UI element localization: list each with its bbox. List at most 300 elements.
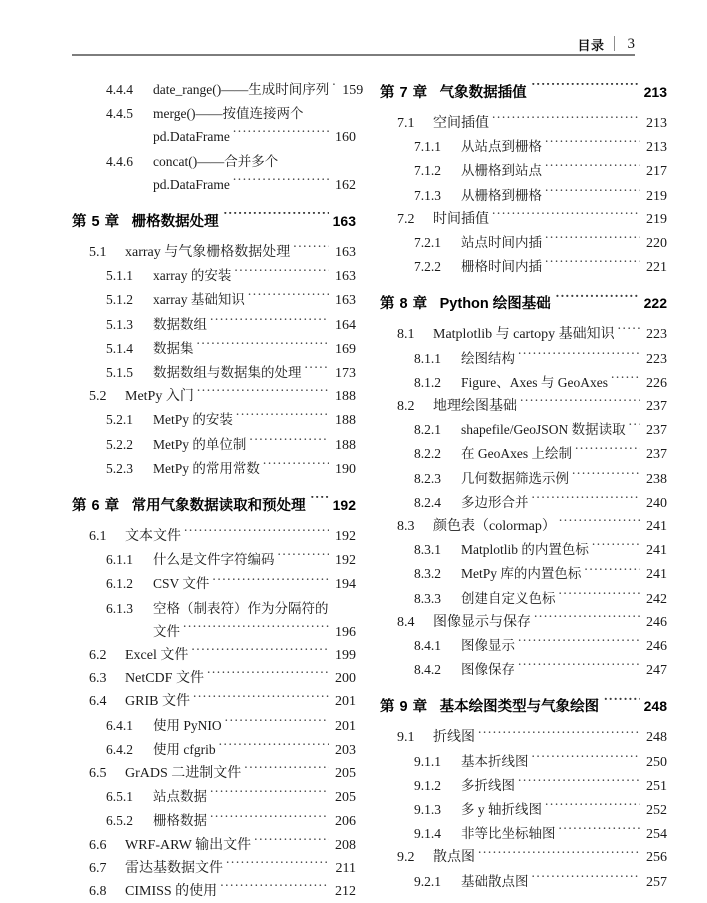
toc-entry-page-number: 212 bbox=[335, 884, 356, 900]
toc-section-entry[interactable] bbox=[380, 135, 667, 159]
toc-section-entry[interactable] bbox=[72, 597, 356, 620]
toc-section-entry[interactable] bbox=[72, 457, 356, 481]
toc-section-entry[interactable] bbox=[380, 587, 667, 611]
toc-entry-number: 4.4.5 bbox=[106, 106, 133, 122]
toc-entry-title: 多 y 轴折线图 bbox=[461, 802, 542, 818]
toc-dot-leader bbox=[518, 637, 640, 651]
toc-dot-leader bbox=[492, 209, 640, 223]
toc-dot-leader bbox=[244, 763, 329, 777]
toc-entry-page-number: 203 bbox=[335, 742, 356, 758]
toc-dot-leader bbox=[545, 801, 640, 815]
toc-entry-title: 文本文件 bbox=[125, 529, 181, 545]
toc-entry-number: 8.2.2 bbox=[414, 446, 441, 462]
toc-entry-number: 7.2 bbox=[397, 211, 415, 227]
toc-section-entry[interactable] bbox=[380, 467, 667, 491]
toc-entry-title: date_range()——生成时间序列 bbox=[153, 82, 330, 97]
toc-entry-page-number: 237 bbox=[646, 423, 667, 439]
toc-dot-leader bbox=[311, 496, 329, 511]
toc-entry-title: MetPy 的安装 bbox=[153, 412, 233, 428]
toc-entry-number: 6.3 bbox=[89, 671, 107, 687]
toc-entry-title: MetPy 的常用常数 bbox=[153, 460, 260, 476]
running-header bbox=[72, 28, 635, 58]
toc-entry-number: 4.4.4 bbox=[106, 82, 133, 97]
toc-section-entry[interactable] bbox=[380, 611, 667, 634]
toc-entry-number: 8.4.2 bbox=[414, 662, 441, 678]
toc-entry-number: 4.4.6 bbox=[106, 153, 133, 169]
toc-entry-number: 7.1.2 bbox=[414, 163, 441, 179]
toc-entry-title: xarray 与气象栅格数据处理 bbox=[125, 245, 291, 261]
toc-entry-title: 空格（制表符）作为分隔符的 bbox=[153, 600, 329, 616]
toc-entry-title: MetPy 入门 bbox=[125, 389, 194, 405]
toc-entry-page-number: 213 bbox=[643, 84, 667, 100]
toc-entry-title: Python 绘图基础 bbox=[439, 296, 551, 313]
toc-entry-page-number: 188 bbox=[335, 389, 356, 405]
toc-entry-page-number: 192 bbox=[335, 529, 356, 545]
toc-entry-page-number: 211 bbox=[335, 860, 356, 876]
toc-entry-title: 栅格数据 bbox=[153, 813, 207, 829]
toc-section-entry[interactable] bbox=[72, 620, 356, 644]
toc-entry-number: 7.1.3 bbox=[414, 187, 441, 203]
toc-dot-leader bbox=[219, 740, 329, 754]
toc-entry-page-number: 200 bbox=[335, 671, 356, 687]
toc-entry-number: 9.1.3 bbox=[414, 802, 441, 818]
toc-entry-number: 8.3.1 bbox=[414, 542, 441, 558]
toc-entry-number: 6.1.2 bbox=[106, 576, 133, 592]
toc-entry-number: 6.2 bbox=[89, 648, 107, 664]
toc-entry-page-number: 237 bbox=[646, 399, 667, 415]
toc-entry-page-number: 219 bbox=[646, 211, 667, 227]
toc-dot-leader bbox=[305, 364, 330, 378]
toc-entry-title: 地理绘图基础 bbox=[433, 399, 517, 415]
toc-section-entry[interactable] bbox=[72, 572, 356, 596]
toc-section-entry[interactable] bbox=[72, 834, 356, 857]
toc-entry-number: 5.1.2 bbox=[106, 292, 133, 308]
toc-section-entry[interactable] bbox=[380, 371, 667, 395]
toc-entry-number: 8.3.2 bbox=[414, 566, 441, 582]
toc-entry-number: 8.2.1 bbox=[414, 422, 441, 438]
toc-section-entry[interactable] bbox=[380, 159, 667, 183]
toc-entry-number: 5.1 bbox=[89, 245, 107, 261]
toc-dot-leader bbox=[584, 565, 640, 579]
toc-entry-title: 雷达基数据文件 bbox=[125, 860, 223, 876]
toc-section-entry[interactable] bbox=[380, 347, 667, 371]
toc-entry-page-number: 169 bbox=[335, 341, 356, 357]
toc-dot-leader bbox=[545, 234, 640, 248]
toc-section-entry[interactable] bbox=[380, 822, 667, 846]
toc-entry-title: 什么是文件字符编码 bbox=[153, 552, 275, 568]
header-rule bbox=[72, 54, 635, 56]
toc-entry-title: 多折线图 bbox=[461, 777, 515, 793]
toc-section-entry[interactable] bbox=[72, 313, 356, 337]
toc-entry-page-number: 223 bbox=[646, 327, 667, 343]
toc-section-entry[interactable] bbox=[380, 231, 667, 255]
toc-section-entry[interactable] bbox=[72, 644, 356, 667]
toc-entry-title: 颜色表（colormap） bbox=[433, 519, 556, 535]
toc-entry-page-number: 219 bbox=[646, 188, 667, 204]
toc-section-entry[interactable] bbox=[380, 538, 667, 562]
toc-dot-leader bbox=[210, 315, 329, 329]
toc-section-entry[interactable] bbox=[72, 667, 356, 690]
toc-entry-title: pd.DataFrame bbox=[153, 129, 230, 145]
toc-dot-leader bbox=[278, 551, 330, 565]
toc-entry-title: Figure、Axes 与 GeoAxes bbox=[461, 374, 608, 390]
toc-entry-number: 8.4 bbox=[397, 614, 415, 630]
toc-dot-leader bbox=[559, 825, 641, 839]
toc-section-entry[interactable] bbox=[380, 208, 667, 231]
toc-section-entry[interactable] bbox=[72, 361, 356, 385]
toc-dot-leader bbox=[193, 691, 329, 705]
toc-entry-title: shapefile/GeoJSON 数据读取 bbox=[461, 422, 626, 438]
toc-section-entry[interactable] bbox=[72, 78, 364, 102]
toc-entry-number: 6.1.3 bbox=[106, 600, 133, 616]
toc-section-entry[interactable] bbox=[72, 125, 356, 149]
toc-entry-title: GrADS 二进制文件 bbox=[125, 766, 242, 782]
toc-entry-title: xarray 的安装 bbox=[153, 268, 232, 284]
toc-entry-title: 文件 bbox=[153, 623, 180, 639]
toc-dot-leader bbox=[532, 83, 640, 98]
toc-entry-number: 5.1.1 bbox=[106, 268, 133, 284]
toc-dot-leader bbox=[184, 526, 329, 540]
toc-entry-number: 9.1.1 bbox=[414, 753, 441, 769]
toc-entry-page-number: 160 bbox=[335, 130, 356, 146]
toc-entry-page-number: 237 bbox=[646, 447, 667, 463]
toc-section-entry[interactable] bbox=[72, 288, 356, 312]
toc-dot-leader bbox=[225, 716, 329, 730]
toc-entry-title: 基本折线图 bbox=[461, 753, 529, 769]
toc-dot-leader bbox=[281, 152, 329, 166]
toc-entry-page-number: 246 bbox=[646, 614, 667, 630]
toc-chapter-entry[interactable] bbox=[380, 289, 667, 318]
toc-entry-number: 6.1 bbox=[89, 529, 107, 545]
toc-entry-page-number: 241 bbox=[646, 543, 667, 559]
toc-section-entry[interactable] bbox=[72, 433, 356, 457]
toc-entry-title: 从站点到栅格 bbox=[461, 139, 542, 155]
toc-section-entry[interactable] bbox=[72, 785, 356, 809]
toc-dot-leader bbox=[611, 373, 640, 387]
toc-entry-number: 第 8 章 bbox=[380, 296, 428, 313]
toc-section-entry[interactable] bbox=[380, 726, 667, 749]
toc-entry-title: CIMISS 的使用 bbox=[125, 884, 218, 900]
toc-entry-page-number: 163 bbox=[335, 269, 356, 285]
toc-section-entry[interactable] bbox=[380, 562, 667, 586]
toc-section-entry[interactable] bbox=[72, 408, 356, 432]
toc-section-entry[interactable] bbox=[380, 112, 667, 135]
toc-section-entry[interactable] bbox=[380, 418, 667, 442]
toc-section-entry[interactable] bbox=[380, 442, 667, 466]
toc-entry-number: 8.1.1 bbox=[414, 350, 441, 366]
toc-entry-page-number: 205 bbox=[335, 766, 356, 782]
toc-entry-title: 折线图 bbox=[433, 730, 475, 746]
toc-entry-title: 图像保存 bbox=[461, 662, 515, 678]
toc-section-entry[interactable] bbox=[380, 774, 667, 798]
toc-chapter-entry[interactable] bbox=[380, 692, 667, 721]
toc-entry-title: pd.DataFrame bbox=[153, 176, 230, 192]
toc-entry-page-number: 194 bbox=[335, 577, 356, 593]
toc-entry-title: 绘图结构 bbox=[461, 350, 515, 366]
toc-entry-title: 在 GeoAxes 上绘制 bbox=[461, 446, 572, 462]
toc-entry-number: 6.5.2 bbox=[106, 813, 133, 829]
toc-entry-title: MetPy 的单位制 bbox=[153, 436, 247, 452]
toc-column-right bbox=[380, 78, 667, 903]
toc-entry-number: 6.4 bbox=[89, 694, 107, 710]
toc-dot-leader bbox=[332, 599, 336, 613]
toc-entry-title: 散点图 bbox=[433, 850, 475, 866]
toc-dot-leader bbox=[604, 697, 640, 712]
toc-dot-leader bbox=[210, 812, 329, 826]
toc-entry-title: 创建自定义色标 bbox=[461, 590, 556, 606]
toc-dot-leader bbox=[234, 267, 329, 281]
toc-section-entry[interactable] bbox=[72, 809, 356, 833]
toc-dot-leader bbox=[233, 128, 329, 142]
toc-section-entry[interactable] bbox=[72, 264, 356, 288]
toc-dot-leader bbox=[191, 645, 329, 659]
toc-entry-number: 第 6 章 bbox=[72, 498, 120, 515]
toc-section-entry[interactable] bbox=[72, 525, 356, 548]
toc-entry-number: 6.6 bbox=[89, 837, 107, 853]
toc-dot-leader bbox=[254, 835, 329, 849]
toc-entry-number: 5.1.4 bbox=[106, 340, 133, 356]
toc-dot-leader bbox=[592, 541, 640, 555]
toc-dot-leader bbox=[226, 858, 329, 872]
toc-chapter-entry[interactable] bbox=[72, 207, 356, 236]
toc-section-entry[interactable] bbox=[380, 870, 667, 894]
toc-section-entry[interactable] bbox=[380, 634, 667, 658]
toc-entry-page-number: 221 bbox=[646, 260, 667, 276]
toc-entry-page-number: 226 bbox=[646, 375, 667, 391]
toc-entry-page-number: 208 bbox=[335, 837, 356, 853]
toc-entry-page-number: 163 bbox=[335, 293, 356, 309]
toc-section-entry[interactable] bbox=[72, 150, 356, 173]
toc-section-entry[interactable] bbox=[72, 690, 356, 713]
toc-dot-leader bbox=[559, 516, 640, 530]
toc-section-entry[interactable] bbox=[72, 241, 356, 264]
toc-entry-title: 站点时间内插 bbox=[461, 235, 542, 251]
toc-entry-title: 数据数组 bbox=[153, 316, 207, 332]
toc-entry-number: 9.1.2 bbox=[414, 777, 441, 793]
toc-section-entry[interactable] bbox=[380, 798, 667, 822]
toc-dot-leader bbox=[532, 493, 641, 507]
toc-dot-leader bbox=[207, 668, 329, 682]
toc-entry-title: 使用 PyNIO bbox=[153, 717, 222, 733]
toc-entry-title: 图像显示与保存 bbox=[433, 614, 531, 630]
toc-section-entry[interactable] bbox=[380, 184, 667, 208]
toc-entry-title: 图像显示 bbox=[461, 638, 515, 654]
toc-entry-number: 8.1 bbox=[397, 327, 415, 343]
toc-entry-page-number: 173 bbox=[335, 366, 356, 382]
toc-entry-number: 第 7 章 bbox=[380, 85, 428, 101]
toc-entry-page-number: 201 bbox=[335, 718, 356, 734]
toc-dot-leader bbox=[210, 788, 329, 802]
toc-entry-number: 9.1 bbox=[397, 730, 415, 746]
toc-entry-page-number: 241 bbox=[646, 567, 667, 583]
toc-entry-page-number: 213 bbox=[646, 140, 667, 156]
toc-entry-number: 5.1.5 bbox=[106, 365, 133, 381]
toc-entry-number: 8.4.1 bbox=[414, 638, 441, 654]
toc-column-left bbox=[72, 78, 364, 903]
toc-entry-page-number: 188 bbox=[335, 413, 356, 429]
toc-entry-title: xarray 基础知识 bbox=[153, 292, 245, 308]
toc-dot-leader bbox=[212, 575, 329, 589]
toc-section-entry[interactable] bbox=[72, 857, 356, 880]
toc-dot-leader bbox=[518, 661, 640, 675]
toc-dot-leader bbox=[534, 612, 640, 626]
toc-entry-title: 多边形合并 bbox=[461, 494, 529, 510]
toc-entry-page-number: 251 bbox=[646, 778, 667, 794]
toc-entry-page-number: 201 bbox=[335, 694, 356, 710]
toc-entry-number: 6.5.1 bbox=[106, 789, 133, 805]
toc-entry-page-number: 257 bbox=[646, 874, 667, 890]
toc-section-entry[interactable] bbox=[380, 323, 667, 346]
toc-entry-page-number: 213 bbox=[646, 116, 667, 131]
toc-entry-number: 7.1.1 bbox=[414, 139, 441, 155]
toc-section-entry[interactable] bbox=[72, 102, 356, 125]
toc-section-entry[interactable] bbox=[72, 385, 356, 408]
toc-entry-page-number: 192 bbox=[332, 497, 356, 514]
toc-entry-title: 非等比坐标轴图 bbox=[461, 826, 556, 842]
toc-entry-page-number: 163 bbox=[335, 245, 356, 261]
toc-section-entry[interactable] bbox=[380, 255, 667, 279]
toc-section-entry[interactable] bbox=[380, 515, 667, 538]
toc-dot-leader bbox=[478, 847, 640, 861]
toc-entry-number: 8.1.2 bbox=[414, 374, 441, 390]
toc-entry-number: 5.2.3 bbox=[106, 460, 133, 476]
toc-entry-page-number: 246 bbox=[646, 639, 667, 655]
toc-entry-title: WRF-ARW 输出文件 bbox=[125, 837, 252, 853]
toc-dot-leader bbox=[249, 435, 329, 449]
toc-section-entry[interactable] bbox=[380, 658, 667, 682]
toc-entry-page-number: 190 bbox=[335, 461, 356, 477]
toc-entry-number: 8.2 bbox=[397, 399, 415, 415]
toc-section-entry[interactable] bbox=[380, 846, 667, 869]
toc-section-entry[interactable] bbox=[72, 337, 356, 361]
toc-entry-number: 5.2.2 bbox=[106, 436, 133, 452]
toc-entry-number: 第 5 章 bbox=[72, 214, 120, 231]
header-label: 目录 bbox=[577, 38, 605, 53]
toc-entry-number: 6.8 bbox=[89, 884, 107, 900]
toc-dot-leader bbox=[233, 175, 329, 189]
toc-dot-leader bbox=[545, 138, 640, 152]
toc-entry-title: 基本绘图类型与气象绘图 bbox=[439, 699, 600, 716]
toc-dot-leader bbox=[236, 411, 329, 425]
toc-entry-title: 从栅格到栅格 bbox=[461, 187, 542, 203]
toc-entry-number: 7.2.2 bbox=[414, 259, 441, 275]
toc-entry-page-number: 162 bbox=[335, 177, 356, 193]
toc-entry-number: 5.2.1 bbox=[106, 412, 133, 428]
toc-dot-leader bbox=[197, 339, 330, 353]
toc-dot-leader bbox=[518, 349, 640, 363]
toc-entry-number: 8.2.4 bbox=[414, 494, 441, 510]
toc-dot-leader bbox=[197, 386, 329, 400]
toc-entry-page-number: 164 bbox=[335, 317, 356, 333]
toc-columns bbox=[72, 78, 667, 903]
toc-entry-page-number: 238 bbox=[646, 471, 667, 487]
toc-chapter-entry[interactable] bbox=[72, 491, 356, 520]
toc-entry-title: Matplotlib 的内置色标 bbox=[461, 542, 589, 558]
toc-entry-title: GRIB 文件 bbox=[125, 694, 190, 710]
toc-entry-page-number: 247 bbox=[646, 663, 667, 679]
toc-dot-leader bbox=[545, 186, 640, 200]
toc-entry-page-number: 254 bbox=[646, 827, 667, 843]
toc-entry-page-number: 220 bbox=[646, 236, 667, 252]
toc-entry-title: 数据集 bbox=[153, 340, 194, 356]
toc-entry-title: concat()——合并多个 bbox=[153, 153, 279, 169]
toc-entry-number: 6.5 bbox=[89, 766, 107, 782]
toc-entry-title: 空间插值 bbox=[433, 116, 489, 131]
toc-section-entry[interactable] bbox=[72, 880, 356, 903]
toc-dot-leader bbox=[332, 81, 336, 95]
toc-entry-number: 9.1.4 bbox=[414, 826, 441, 842]
toc-section-entry[interactable] bbox=[72, 548, 356, 572]
toc-entry-page-number: 252 bbox=[646, 803, 667, 819]
toc-chapter-entry[interactable] bbox=[380, 78, 667, 107]
toc-section-entry[interactable] bbox=[380, 750, 667, 774]
toc-entry-title: CSV 文件 bbox=[153, 576, 210, 592]
toc-section-entry[interactable] bbox=[380, 491, 667, 515]
toc-entry-page-number: 222 bbox=[643, 295, 667, 312]
toc-entry-title: 栅格时间内插 bbox=[461, 259, 542, 275]
toc-dot-leader bbox=[492, 113, 640, 127]
toc-dot-leader bbox=[224, 212, 329, 227]
toc-entry-title: 数据数组与数据集的处理 bbox=[153, 365, 302, 381]
toc-dot-leader bbox=[478, 727, 640, 741]
toc-entry-number: 5.2 bbox=[89, 389, 107, 405]
toc-section-entry[interactable] bbox=[72, 714, 356, 738]
toc-entry-page-number: 248 bbox=[643, 698, 667, 715]
toc-dot-leader bbox=[556, 294, 640, 309]
toc-entry-number: 第 9 章 bbox=[380, 699, 428, 716]
toc-entry-number: 8.3.3 bbox=[414, 590, 441, 606]
toc-entry-number: 7.2.1 bbox=[414, 235, 441, 251]
toc-entry-page-number: 206 bbox=[335, 814, 356, 830]
toc-dot-leader bbox=[572, 469, 640, 483]
toc-entry-title: 气象数据插值 bbox=[439, 85, 527, 101]
toc-entry-page-number: 199 bbox=[335, 648, 356, 664]
toc-section-entry[interactable] bbox=[380, 395, 667, 418]
toc-entry-title: 常用气象数据读取和预处理 bbox=[131, 498, 306, 515]
toc-dot-leader bbox=[263, 459, 329, 473]
toc-entry-number: 9.2 bbox=[397, 850, 415, 866]
toc-entry-page-number: 241 bbox=[646, 519, 667, 535]
toc-dot-leader bbox=[293, 242, 329, 256]
toc-entry-page-number: 196 bbox=[335, 624, 356, 640]
toc-entry-title: Excel 文件 bbox=[125, 648, 189, 664]
toc-entry-number: 7.1 bbox=[397, 116, 415, 131]
toc-entry-number: 8.3 bbox=[397, 519, 415, 535]
toc-dot-leader bbox=[306, 105, 329, 119]
toc-entry-title: merge()——按值连接两个 bbox=[153, 106, 304, 122]
toc-entry-page-number: 242 bbox=[646, 591, 667, 607]
toc-entry-number: 5.1.3 bbox=[106, 316, 133, 332]
toc-entry-title: Matplotlib 与 cartopy 基础知识 bbox=[433, 327, 615, 343]
toc-dot-leader bbox=[248, 291, 329, 305]
toc-entry-title: 栅格数据处理 bbox=[131, 214, 219, 231]
toc-entry-page-number: 163 bbox=[332, 213, 356, 230]
toc-entry-title: NetCDF 文件 bbox=[125, 671, 204, 687]
toc-entry-title: 时间插值 bbox=[433, 211, 489, 227]
toc-section-entry[interactable] bbox=[72, 762, 356, 785]
toc-entry-page-number: 248 bbox=[646, 730, 667, 746]
toc-dot-leader bbox=[575, 445, 640, 459]
toc-entry-page-number: 192 bbox=[335, 553, 356, 569]
toc-entry-title: 几何数据筛选示例 bbox=[461, 470, 569, 486]
toc-section-entry[interactable] bbox=[72, 173, 356, 197]
toc-dot-leader bbox=[618, 324, 640, 338]
toc-dot-leader bbox=[559, 589, 641, 603]
toc-entry-number: 6.1.1 bbox=[106, 552, 133, 568]
toc-entry-page-number: 223 bbox=[646, 351, 667, 367]
toc-entry-page-number: 256 bbox=[646, 850, 667, 866]
toc-section-entry[interactable] bbox=[72, 738, 356, 762]
